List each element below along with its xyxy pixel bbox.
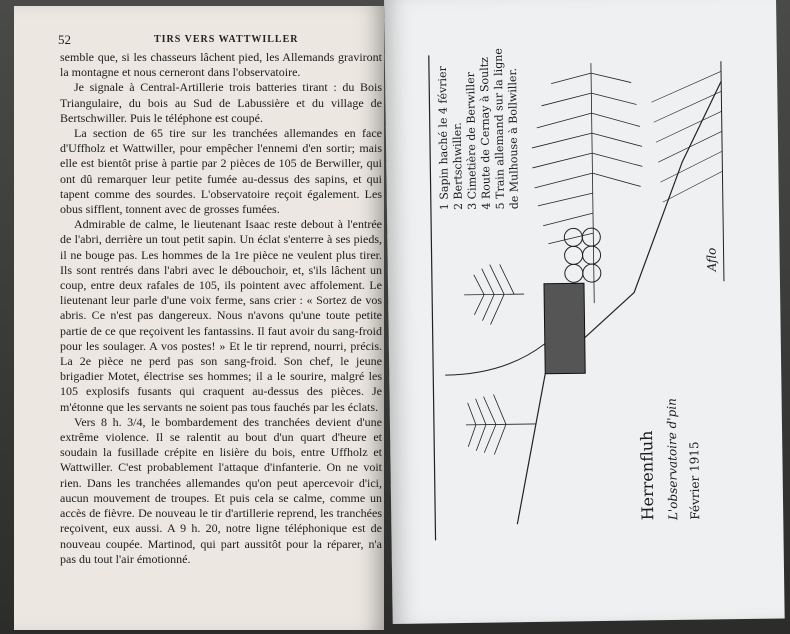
page-number: 52 [58, 32, 71, 47]
paragraph: Vers 8 h. 3/4, le bombardement des tranchées devient d'une extrême violence. Il se ralentit au bout d'un quart d'heure et soudain la fusillade crépite en lisière du bois, entre Uffholz et Wattwiller. C'est probablement l'attaque d'infanterie. On ne voit rien. Dans les tranchées allemandes qu'on peut apercevoir d'ici, aucun mouvement de troupes. Et puis cela se calme, comme un accès de fièvre. De nouveau le tir d'artillerie reprend, les tranchées reçoivent, eux aussi. A 9 h. 20, notre ligne téléphonique est de nouveau coupée. Martinod, qui part aussitôt pour la réparer, n'a pas du tout l'air émotionné. [60, 414, 382, 566]
right-page [384, 0, 785, 624]
body-text [60, 50, 382, 567]
paragraph: Admirable de calme, le lieutenant Isaac reste debout à l'entrée de l'abri, derrière un tout petit sapin. Un éclat s'enterre à ses pieds, il ne bouge pas. Les hommes de la 1re pièce ne veulent plus tirer. Ils sont rentrés dans l'abri avec le débouchoir, et, s'ils lâchent un coup, entre deux rafales de 105, ils pointent avec affolement. Le lieutenant leur parle d'une voix ferme, sans crier : « Sortez de vos abris. Ce n'est pas dangereux. Nous n'avons qu'une toute petite partie de ce que reçoivent les fantassins. Il faut avoir du sang-froid pour les soulager. A vos postes! » Et le tir reprend, nourri, précis. La 2e pièce ne perd pas son sang-froid. Son chef, le jeune brigadier Motet, électrise ses hommes; il a le sourire, malgré les 105 explosifs fusants qui craquent au-dessus des pièces. Je m'étonne que les servants ne soient pas tous fauchés par les éclats. [60, 217, 382, 414]
paragraph: Je signale à Central-Artillerie trois batteries tirant : du Bois Triangulaire, du bois au Sud de Labussière et du village de Bertschwiller. Puis le téléphone est coupé. [60, 80, 382, 125]
paragraph: semble que, si les chasseurs lâchent pied, les Allemands graviront la montagne et nous cerneront dans l'observatoire. [60, 50, 382, 80]
paragraph: La section de 65 tire sur les tranchées allemandes en face d'Uffholz et Wattwiller, pour empêcher l'ennemi d'en sortir; mais elle est bientôt prise à partie par 2 pièces de 105 de Berwiller, qui ont dû remarquer leur petite fumée au-dessus des sapins, et qui tapent comme des sourdes. L'observatoire reçoit également. Les obus sifflent, tonnent avec de grosses fumées. [60, 126, 382, 217]
legend-line: 5 Train allemand sur la ligne [491, 48, 507, 210]
caption-title: Herrenfluh [637, 430, 658, 521]
legend-line: 1 Sapin haché le 4 février [435, 66, 451, 211]
observatory-sketch [421, 41, 746, 545]
legend-line: 4 Route de Cernay à Soultz [477, 56, 493, 210]
caption-date: Février 1915 [687, 441, 703, 520]
legend-line: de Mulhouse à Bollwiller. [505, 67, 521, 210]
legend-line: 2 Bertschwiller. [450, 122, 465, 211]
legend-line: 3 Cimetière de Berwiller [464, 71, 479, 210]
left-page [14, 6, 384, 630]
artist-signature: Aflo [704, 247, 719, 272]
running-head: TIRS VERS WATTWILLER [154, 34, 299, 45]
caption-subtitle: L'observatoire d'pin [664, 398, 681, 521]
